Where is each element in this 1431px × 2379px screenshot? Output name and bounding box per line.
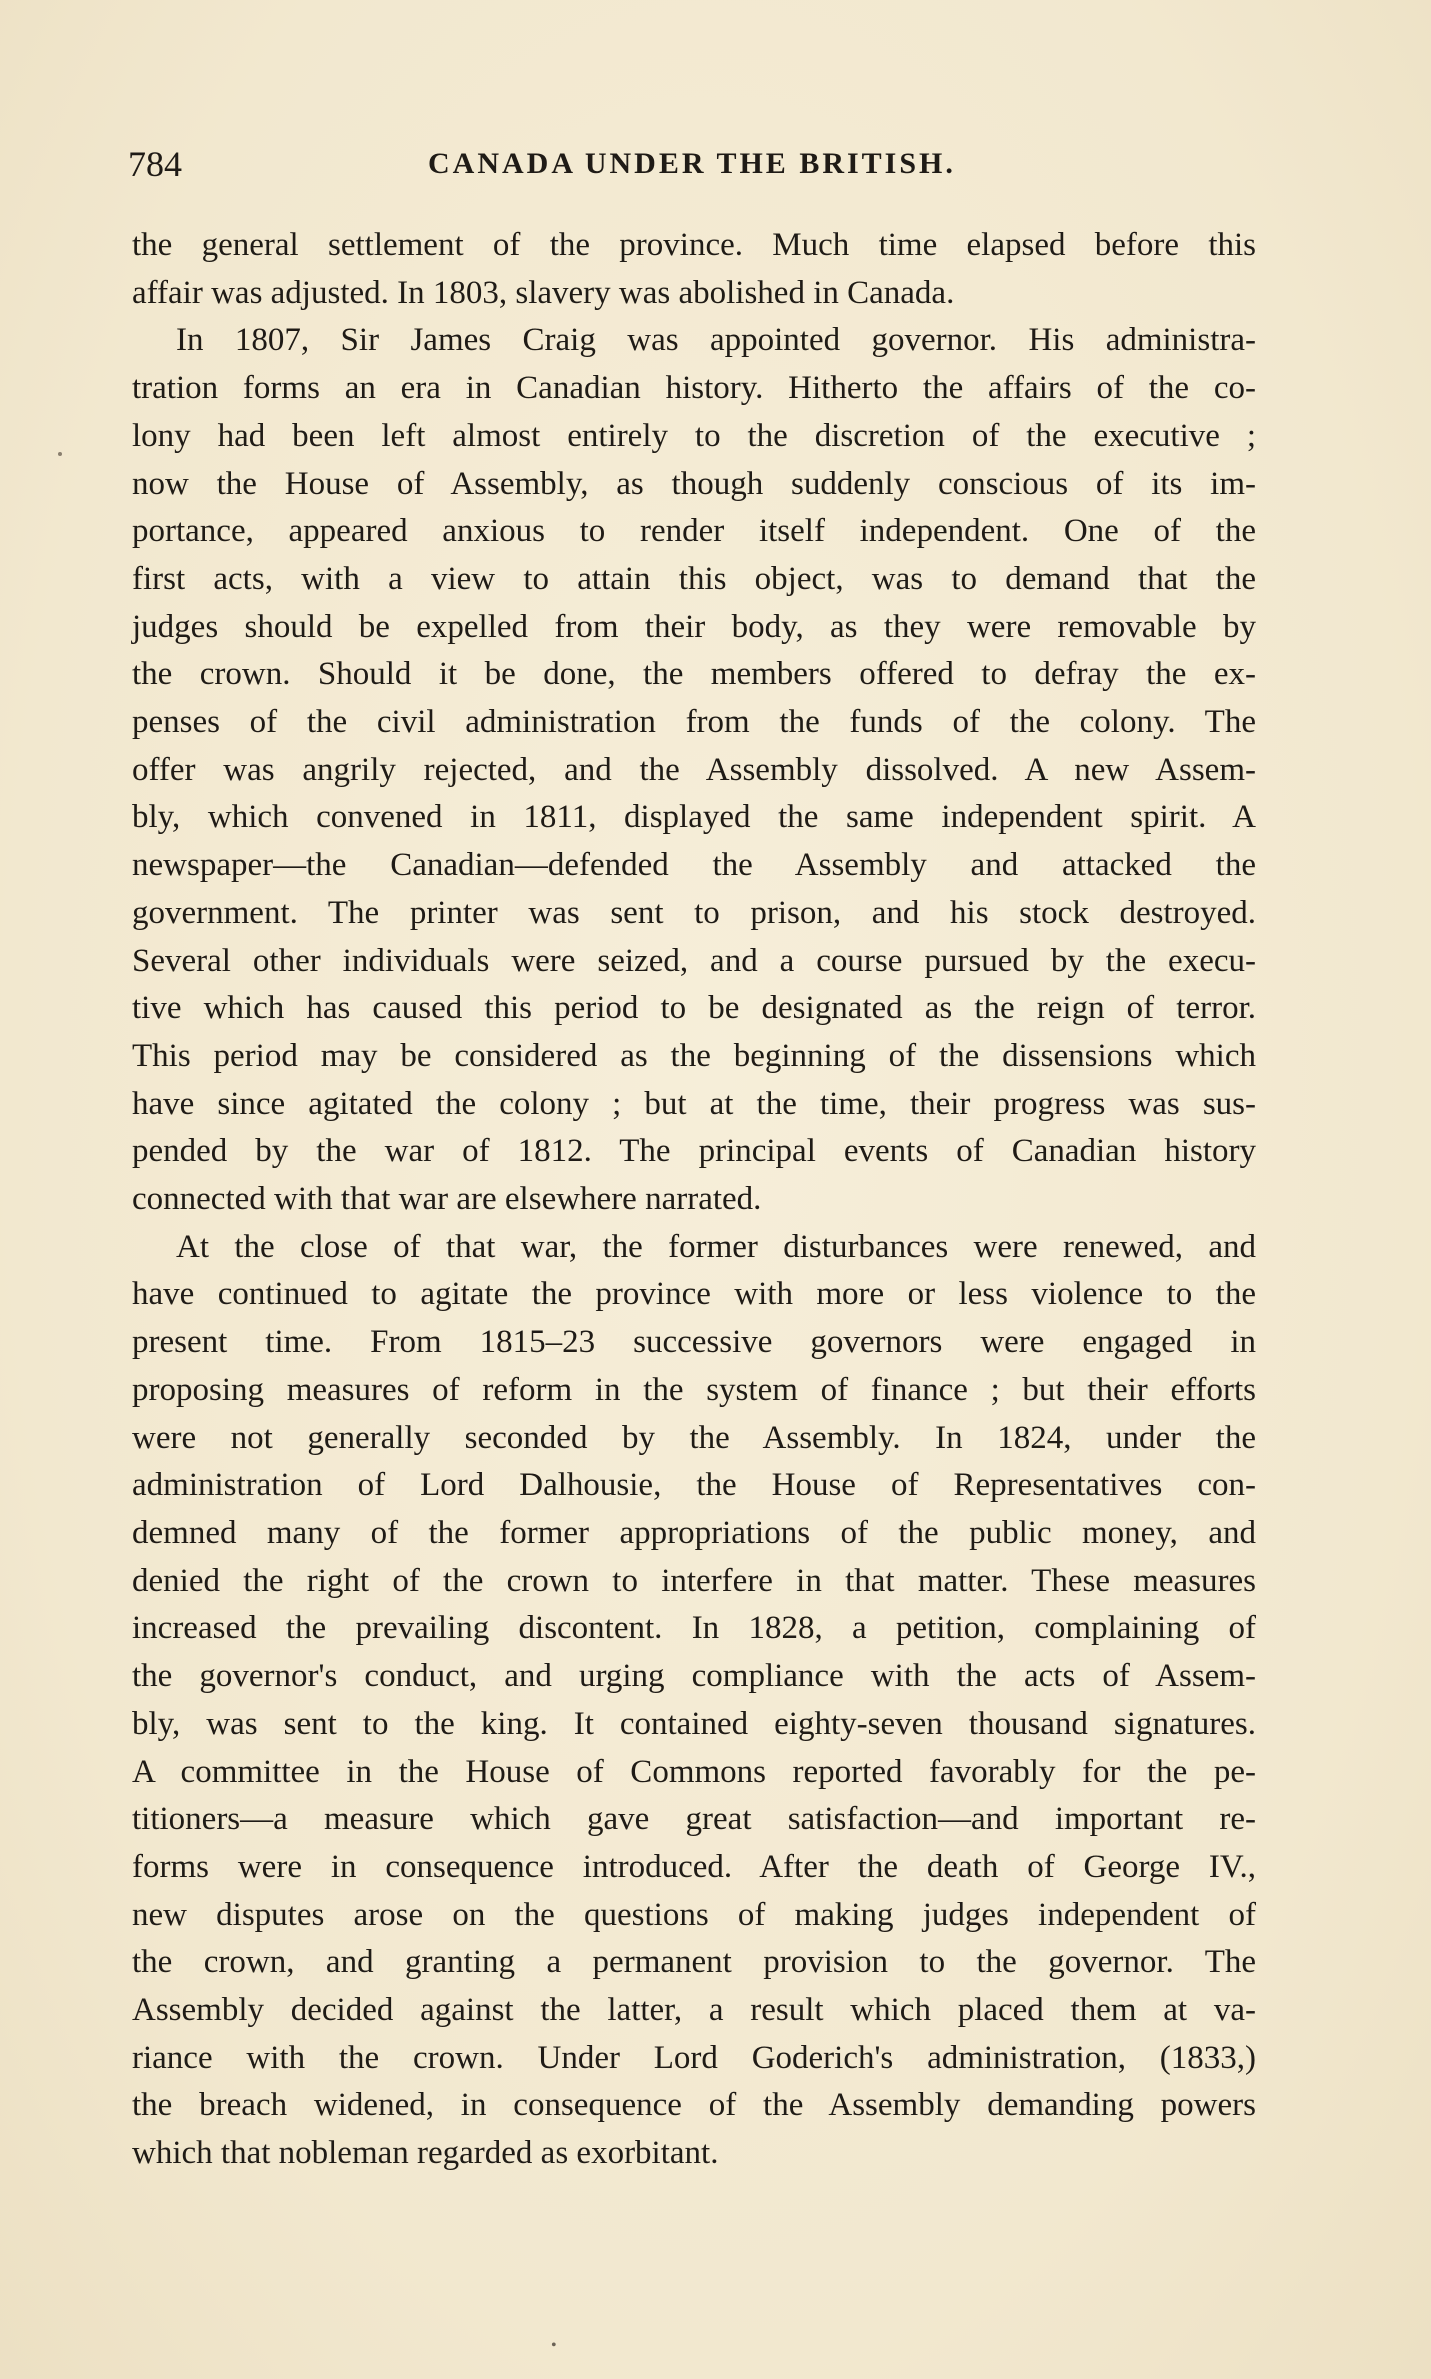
running-head [128,140,1283,188]
paragraph-1 [132,222,1256,317]
text-line: first acts, with a view to attain this object, was to demand that the [132,560,1256,597]
text-line: bly, was sent to the king. It contained eighty-seven thousand signatures. [132,1705,1256,1742]
text-line: judges should be expelled from their body, as they were removable by [132,608,1256,645]
text-line: portance, appeared anxious to render itself independent. One of the [132,513,1256,550]
text-line: new disputes arose on the questions of making judges independent of [132,1896,1256,1933]
text-line: now the House of Assembly, as though suddenly conscious of its im- [132,465,1256,502]
running-title: CANADA UNDER THE BRITISH. [428,147,956,180]
text-line: pended by the war of 1812. The principal events of Canadian history [132,1133,1256,1170]
text-line: titioners—a measure which gave great satisfaction—and important re- [132,1801,1256,1838]
text-line: newspaper—the Canadian—defended the Assembly and attacked the [132,847,1256,884]
text-line: proposing measures of reform in the system of finance ; but their efforts [132,1371,1256,1408]
text-line: tive which has caused this period to be designated as the reign of terror. [132,990,1256,1027]
paragraph-3 [132,1224,1256,2178]
text-line: A committee in the House of Commons reported favorably for the pe- [132,1753,1256,1790]
text-line: the governor's conduct, and urging compliance with the acts of Assem- [132,1658,1256,1695]
text-line: government. The printer was sent to prison, and his stock destroyed. [132,894,1256,931]
text-line: riance with the crown. Under Lord Goderich's administration, (1833,) [132,2039,1256,2076]
text-line: At the close of that war, the former disturbances were renewed, and [176,1228,1256,1265]
text-line: affair was adjusted. In 1803, slavery was abolished in Canada. [132,274,955,311]
text-line: the crown. Should it be done, the members offered to defray the ex- [132,656,1256,693]
text-line: the breach widened, in consequence of the Assembly demanding powers [132,2087,1256,2124]
text-line: have since agitated the colony ; but at the time, their progress was sus- [132,1085,1256,1122]
text-line: which that nobleman regarded as exorbitant. [132,2135,719,2172]
text-line: administration of Lord Dalhousie, the House of Representatives con- [132,1467,1256,1504]
paragraph-2 [132,317,1256,1223]
text-line: Several other individuals were seized, and a course pursued by the execu- [132,942,1256,979]
text-line: increased the prevailing discontent. In 1828, a petition, complaining of [132,1610,1256,1647]
text-line: lony had been left almost entirely to the discretion of the executive ; [132,417,1256,454]
text-line: demned many of the former appropriations of the public money, and [132,1514,1256,1551]
text-line: forms were in consequence introduced. After the death of George IV., [132,1848,1256,1885]
text-line: In 1807, Sir James Craig was appointed governor. His administra- [176,322,1256,359]
text-line: the general settlement of the province. Much time elapsed before this [132,227,1256,263]
text-line: Assembly decided against the latter, a result which placed them at va- [132,1992,1256,2029]
margin-speck [58,452,62,456]
text-line: present time. From 1815–23 successive governors were engaged in [132,1324,1256,1361]
text-line: have continued to agitate the province with more or less violence to the [132,1276,1256,1313]
text-line: connected with that war are elsewhere narrated. [132,1181,762,1218]
text-line: offer was angrily rejected, and the Assembly dissolved. A new Assem- [132,751,1256,788]
text-line: denied the right of the crown to interfere in that matter. These measures [132,1562,1256,1599]
page-number: 784 [128,144,182,184]
body-text [132,222,1256,2178]
text-line: bly, which convened in 1811, displayed the same independent spirit. A [132,799,1256,836]
text-line: the crown, and granting a permanent provision to the governor. The [132,1944,1256,1981]
text-line: penses of the civil administration from the funds of the colony. The [132,704,1256,741]
text-line: This period may be considered as the beginning of the dissensions which [132,1037,1256,1074]
footer-mark: • [551,2337,557,2354]
text-line: were not generally seconded by the Assembly. In 1824, under the [132,1419,1256,1456]
text-line: tration forms an era in Canadian history. Hitherto the affairs of the co- [132,370,1256,407]
